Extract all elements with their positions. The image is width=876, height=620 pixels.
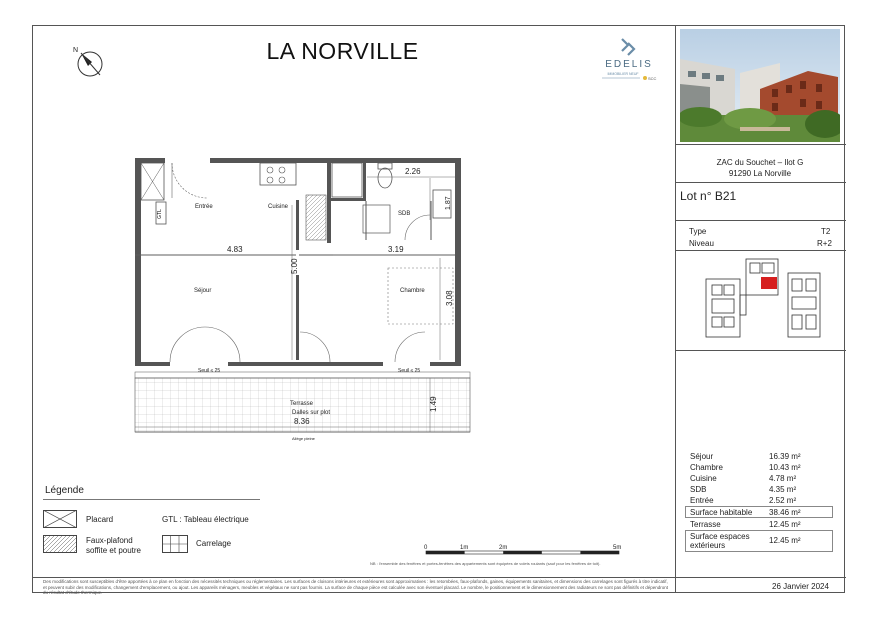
nb-note: NB : l'ensemble des fenêtres et portes-fenêtres des appartements sont équipées de volets roulants (sauf pour les fenêtres de toit).	[370, 561, 601, 566]
level-label: Niveau	[689, 239, 714, 248]
address-line-1: ZAC du Souchet – Ilot G	[716, 158, 804, 167]
key-plan	[700, 255, 830, 350]
carrelage-icon	[162, 535, 188, 558]
svg-text:2.26: 2.26	[405, 167, 421, 176]
edelis-logo	[598, 35, 660, 85]
legend-title: Légende	[45, 485, 84, 496]
type-value: T2	[821, 227, 831, 236]
north-compass	[73, 45, 107, 84]
svg-text:5.00: 5.00	[290, 258, 299, 274]
legend-faux-plafond: Faux-plafond soffite et poutre	[86, 536, 141, 555]
address-line-2: 91290 La Norville	[728, 169, 792, 178]
footer-disclaimer: Des modifications sont susceptibles d'être apportées à ce plan en fonction des nécessités techniques ou réglementaires. Les surfaces de cloisons intérieures et extérieures sont approximatives : les retombées, faux-plafonds, gaines, équipements sanitaires, et dimensions des carrelages sont figurés à titre indicatif, et peuvent subir des modifications, changement d'emplacement, ou ajout. Les appareils ménagers, meubles et végétaux ne sont pas fournis. La surface de chaque pièce est calculée avec son éventuel placard. Le nombre, le positionnement et le dimensionnement des radiateurs ne sont pas définitifs et dépendront du résultat d'étude thermique.	[43, 579, 668, 595]
svg-text:GTL: GTL	[157, 209, 163, 219]
legend-divider	[43, 499, 260, 500]
svg-text:3.19: 3.19	[388, 245, 404, 254]
legend-placard: Placard	[86, 515, 114, 524]
svg-text:Séjour: Séjour	[194, 288, 212, 294]
placard-icon	[43, 510, 77, 533]
svg-text:Cuisine: Cuisine	[268, 204, 289, 210]
svg-text:1m: 1m	[460, 545, 469, 551]
floor-plan	[130, 150, 480, 450]
svg-text:1.49: 1.49	[429, 396, 438, 412]
svg-text:EDELIS: EDELIS	[605, 59, 653, 70]
project-address	[676, 157, 844, 179]
scale-bar	[420, 543, 630, 562]
svg-text:8.36: 8.36	[294, 417, 310, 426]
building-photo	[680, 29, 840, 142]
page-title: LA NORVILLE	[266, 38, 419, 64]
svg-text:SDB: SDB	[398, 211, 411, 217]
svg-text:3.08: 3.08	[445, 290, 454, 306]
type-label: Type	[689, 227, 707, 236]
lot-number: Lot n° B21	[680, 189, 737, 203]
svg-text:Seuil ≤ 25: Seuil ≤ 25	[198, 368, 221, 374]
lot-highlight	[761, 277, 777, 289]
svg-text:Entrée: Entrée	[195, 204, 213, 210]
svg-text:Chambre: Chambre	[400, 288, 425, 294]
level-value: R+2	[817, 239, 832, 248]
legend-carrelage: Carrelage	[196, 539, 232, 548]
svg-text:5m: 5m	[613, 545, 622, 551]
svg-text:Seuil ≤ 25: Seuil ≤ 25	[398, 368, 421, 374]
svg-text:Terrasse: Terrasse	[290, 401, 314, 407]
document-date: 26 Janvier 2024	[772, 582, 829, 591]
svg-text:IMMOBILIER NEUF: IMMOBILIER NEUF	[607, 72, 639, 76]
svg-text:0: 0	[424, 545, 428, 551]
north-letter-icon: N	[73, 47, 79, 54]
svg-text:Allège pleine: Allège pleine	[292, 436, 315, 441]
svg-text:SCC: SCC	[648, 76, 657, 81]
svg-text:4.83: 4.83	[227, 245, 243, 254]
faux-plafond-icon	[43, 535, 77, 558]
legend-gtl: GTL : Tableau électrique	[162, 515, 249, 524]
svg-text:2m: 2m	[499, 545, 508, 551]
svg-text:Dalles sur plot: Dalles sur plot	[292, 410, 331, 416]
svg-text:1.87: 1.87	[445, 196, 452, 210]
